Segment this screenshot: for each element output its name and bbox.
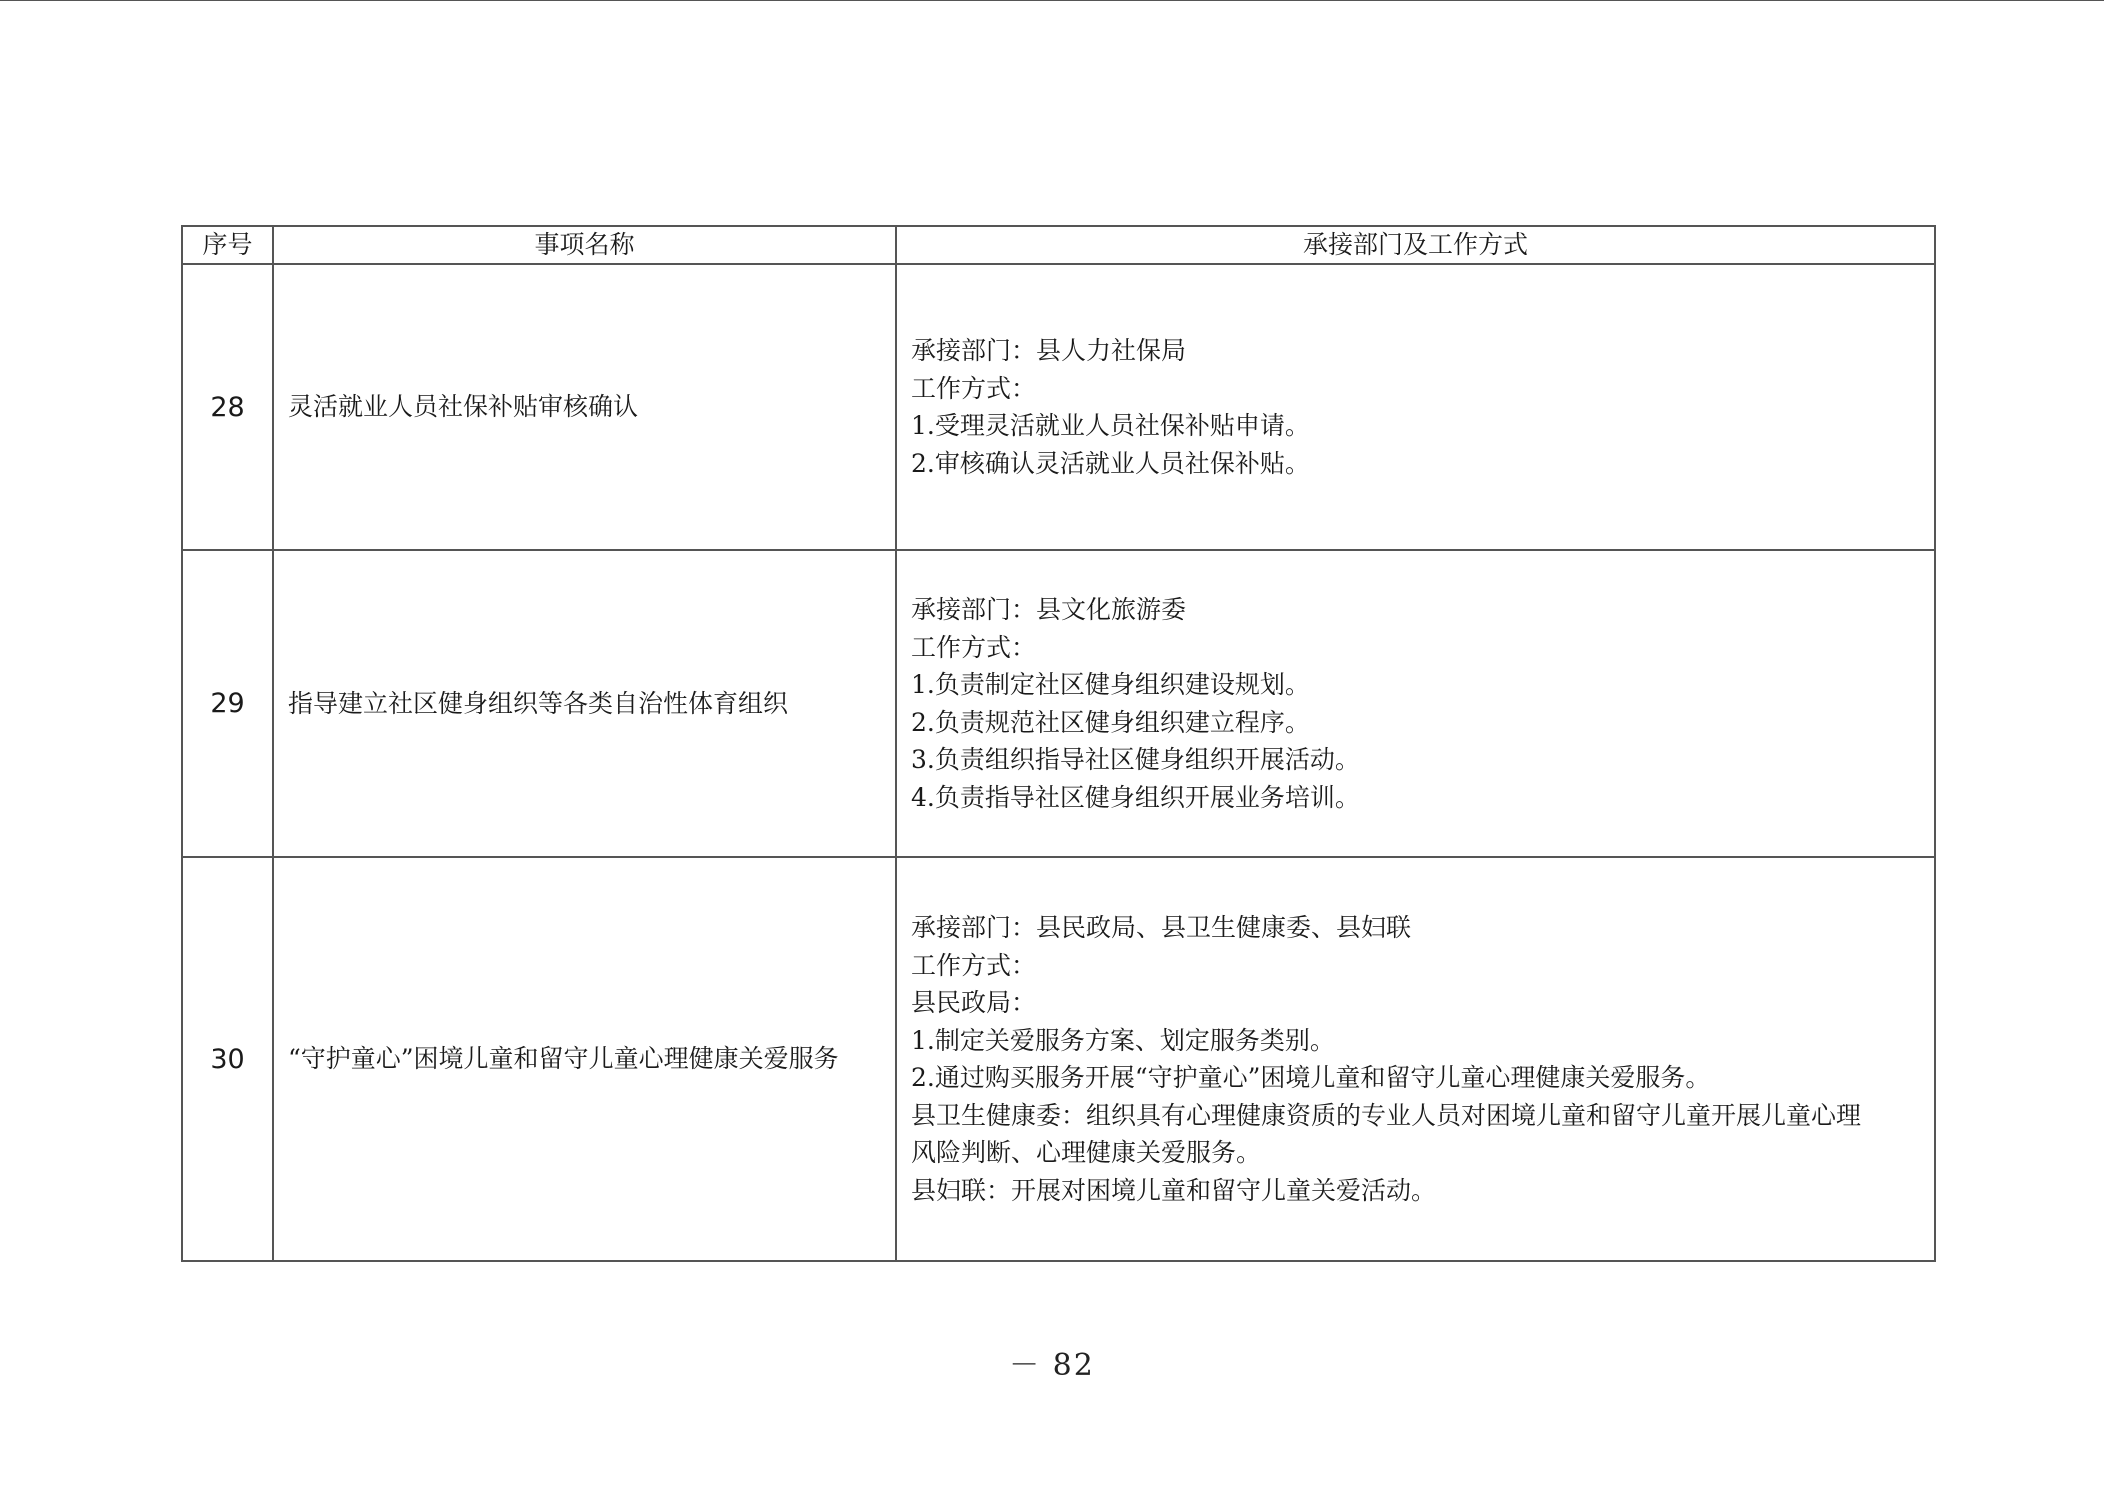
header-serial-number: 序号 bbox=[182, 226, 273, 264]
row-serial-number: 29 bbox=[182, 550, 273, 857]
row-serial-number: 30 bbox=[182, 857, 273, 1261]
detail-line: 1.受理灵活就业人员社保补贴申请。 bbox=[911, 411, 1310, 440]
detail-line: 县卫生健康委：组织具有心理健康资质的专业人员对困境儿童和留守儿童开展儿童心理 bbox=[911, 1100, 1862, 1130]
detail-line: 工作方式： bbox=[911, 950, 1037, 980]
table-row bbox=[182, 264, 1935, 550]
detail-line: 承接部门：县民政局、县卫生健康委、县妇联 bbox=[911, 913, 1412, 942]
row-department-and-method bbox=[896, 857, 1935, 1261]
header-department-and-method: 承接部门及工作方式 bbox=[896, 226, 1935, 264]
row-serial-number: 28 bbox=[182, 264, 273, 550]
detail-line: 1.负责制定社区健身组织建设规划。 bbox=[911, 670, 1310, 699]
header-row bbox=[182, 226, 1935, 264]
row-matter-name: 指导建立社区健身组织等各类自治性体育组织 bbox=[273, 550, 896, 857]
detail-line: 工作方式： bbox=[911, 373, 1037, 403]
row-matter-name: 灵活就业人员社保补贴审核确认 bbox=[273, 264, 896, 550]
detail-line: 1.制定关爱服务方案、划定服务类别。 bbox=[911, 1025, 1335, 1055]
row-department-and-method bbox=[896, 550, 1935, 857]
detail-line: 2.负责规范社区健身组织建立程序。 bbox=[911, 707, 1310, 737]
detail-line: 4.负责指导社区健身组织开展业务培训。 bbox=[911, 782, 1360, 812]
table-row bbox=[182, 857, 1935, 1261]
detail-line: 承接部门：县文化旅游委 bbox=[911, 595, 1187, 624]
header-matter-name: 事项名称 bbox=[273, 226, 896, 264]
matters-table bbox=[181, 225, 1936, 1262]
detail-line: 风险判断、心理健康关爱服务。 bbox=[911, 1138, 1262, 1167]
row-matter-name: “守护童心”困境儿童和留守儿童心理健康关爱服务 bbox=[273, 857, 896, 1261]
detail-line: 县妇联：开展对困境儿童和留守儿童关爱活动。 bbox=[911, 1175, 1437, 1205]
detail-line: 县民政局： bbox=[911, 988, 1037, 1017]
page-number: － 82 bbox=[1009, 1348, 1095, 1383]
detail-line: 2.审核确认灵活就业人员社保补贴。 bbox=[911, 448, 1310, 478]
detail-line: 承接部门：县人力社保局 bbox=[911, 336, 1187, 365]
detail-line: 3.负责组织指导社区健身组织开展活动。 bbox=[911, 745, 1360, 774]
detail-line: 工作方式： bbox=[911, 632, 1037, 662]
top-border-line bbox=[0, 0, 2104, 1]
table-row bbox=[182, 550, 1935, 857]
detail-line: 2.通过购买服务开展“守护童心”困境儿童和留守儿童心理健康关爱服务。 bbox=[911, 1063, 1711, 1092]
row-department-and-method bbox=[896, 264, 1935, 550]
table-header bbox=[182, 226, 1935, 264]
